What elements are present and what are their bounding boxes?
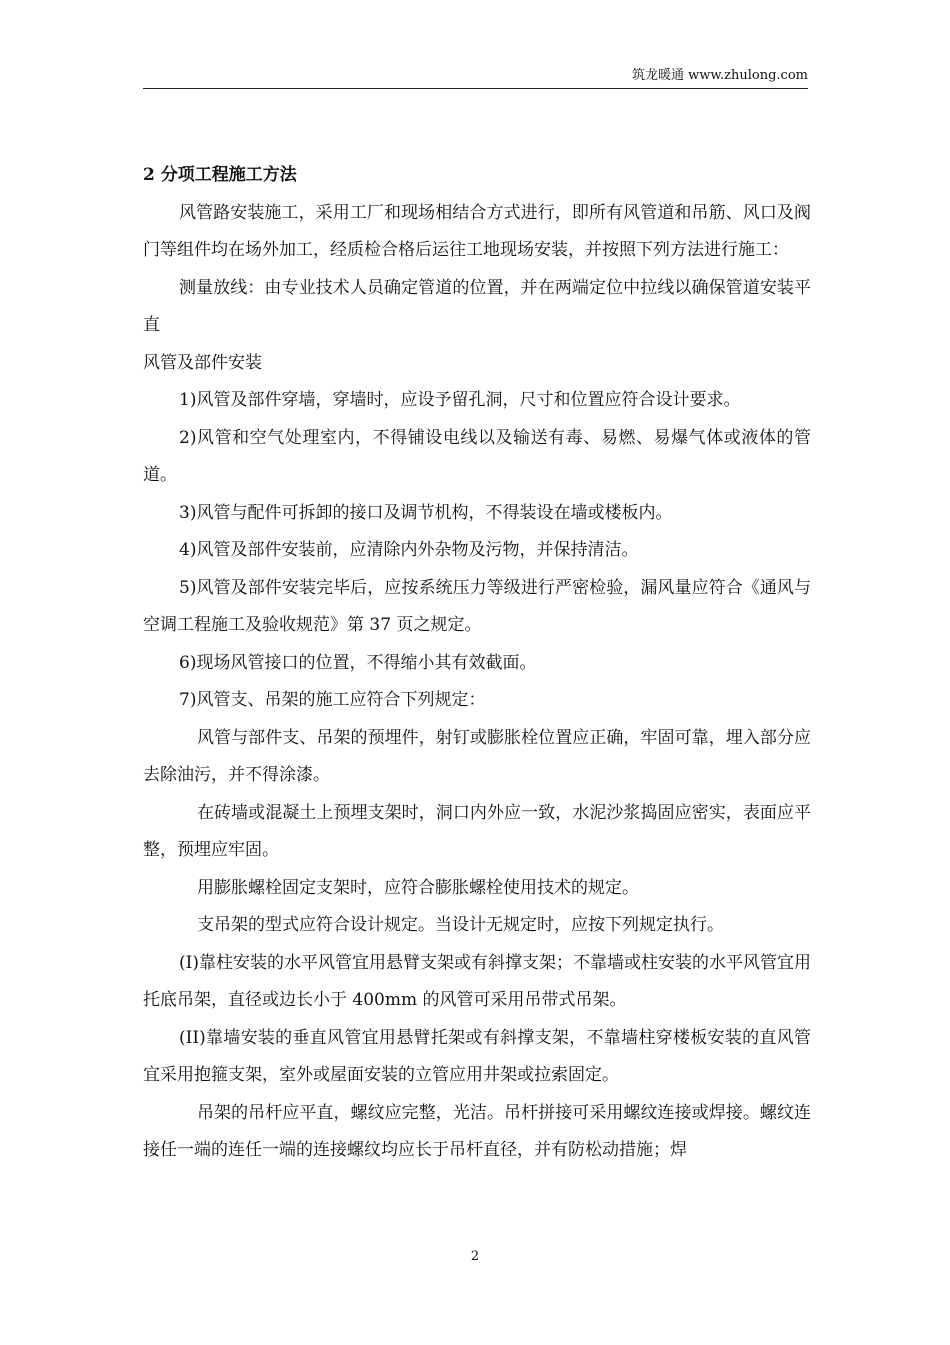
- paragraph-15: (I)靠柱安装的水平风管宜用悬臂支架或有斜撑支架；不靠墙或柱安装的水平风管宜用托底吊架，直径或边长小于 400mm 的风管可采用吊带式吊架。: [143, 952, 811, 1010]
- paragraph-4: 1)风管及部件穿墙，穿墙时，应设予留孔洞，尺寸和位置应符合设计要求。: [179, 390, 741, 410]
- paragraph-16: (II)靠墙安装的垂直风管宜用悬臂托架或有斜撑支架，不靠墙柱穿楼板安装的直风管宜采用抱箍支架，室外或屋面安装的立管应用井架或拉索固定。: [143, 1027, 811, 1085]
- page-footer: [0, 1248, 950, 1266]
- paragraph-13: 用膨胀螺栓固定支架时，应符合膨胀螺栓使用技术的规定。: [197, 877, 639, 898]
- paragraph-6: 3)风管与配件可拆卸的接口及调节机构，不得装设在墙或楼板内。: [179, 502, 673, 523]
- paragraph-10: 7)风管支、吊架的施工应符合下列规定：: [179, 690, 486, 710]
- document-body: [143, 157, 811, 1170]
- paragraph-1: 风管路安装施工，采用工厂和现场相结合方式进行，即所有风管道和吊筋、风口及阀门等组件均在场外加工，经质检合格后运往工地现场安装，并按照下列方法进行施工：: [143, 202, 811, 260]
- paragraph-3: 风管及部件安装: [143, 352, 262, 373]
- paragraph-7: 4)风管及部件安装前，应清除内外杂物及污物，并保持清洁。: [179, 540, 639, 560]
- paragraph-12: 在砖墙或混凝土上预埋支架时，洞口内外应一致，水泥沙浆捣固应密实，表面应平整，预埋应牢固。: [143, 802, 811, 860]
- paragraph-17: 吊架的吊杆应平直，螺纹应完整，光洁。吊杆拼接可采用螺纹连接或焊接。螺纹连接任一端的连任一端的连接螺纹均应长于吊杆直径，并有防松动措施；焊: [143, 1102, 811, 1160]
- paragraph-5: 2)风管和空气处理室内，不得铺设电线以及输送有毒、易燃、易爆气体或液体的管道。: [143, 427, 811, 485]
- paragraph-8: 5)风管及部件安装完毕后，应按系统压力等级进行严密检验，漏风量应符合《通风与空调工程施工及验收规范》第 37 页之规定。: [143, 577, 811, 635]
- paragraph-11: 风管与部件支、吊架的预埋件，射钉或膨胀栓位置应正确，牢固可靠，埋入部分应去除油污，并不得涂漆。: [143, 727, 811, 785]
- page-header: [143, 66, 808, 89]
- paragraph-9: 6)现场风管接口的位置，不得缩小其有效截面。: [179, 652, 537, 673]
- paragraph-14: 支吊架的型式应符合设计规定。当设计无规定时，应按下列规定执行。: [197, 915, 724, 935]
- section-title: 2 分项工程施工方法: [143, 165, 297, 185]
- header-text: 筑龙暖通 www.zhulong.com: [632, 68, 808, 83]
- paragraph-2: 测量放线：由专业技术人员确定管道的位置，并在两端定位中拉线以确保管道安装平直: [143, 277, 811, 335]
- page-number: 2: [470, 1249, 480, 1264]
